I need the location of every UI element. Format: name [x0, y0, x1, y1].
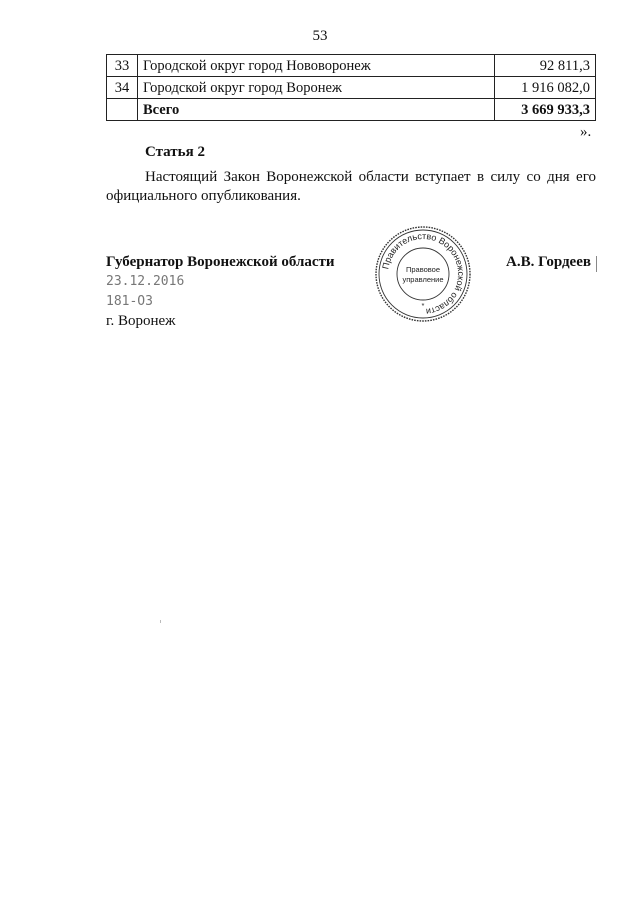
article-heading: Статья 2	[145, 144, 205, 160]
registration-date: 23.12.2016	[106, 274, 185, 289]
municipality-name: Городской округ город Нововоронеж	[138, 55, 495, 77]
row-number: 33	[107, 55, 138, 77]
page-number: 53	[312, 28, 328, 44]
governor-name: А.В. Гордеев	[506, 254, 591, 270]
governor-title: Губернатор Воронежской области	[106, 254, 335, 270]
article-text: Настоящий Закон Воронежской области вступает в силу со дня его официального опубликования.	[106, 169, 596, 204]
budget-table	[106, 54, 596, 121]
row-number	[107, 99, 138, 121]
official-seal	[373, 224, 473, 324]
seal-center-line2: управление	[402, 275, 444, 284]
seal-graphic	[373, 224, 473, 324]
registration-number: 181-ОЗ	[106, 294, 153, 309]
total-row	[107, 99, 596, 121]
seal-star-icon: *	[421, 301, 425, 310]
seal-center-line1: Правовое	[405, 265, 441, 274]
amount-value: 92 811,3	[495, 55, 596, 77]
total-amount: 3 669 933,3	[495, 99, 596, 121]
closing-quote: ».	[580, 124, 592, 140]
table-row	[107, 77, 596, 99]
seal-ring-text: Правительство Воронежской области	[380, 230, 467, 317]
row-number: 34	[107, 77, 138, 99]
table-row	[107, 55, 596, 77]
city-name: г. Воронеж	[106, 313, 176, 329]
total-label: Всего	[138, 99, 495, 121]
signature-mark	[596, 256, 597, 272]
municipality-name: Городской округ город Воронеж	[138, 77, 495, 99]
amount-value: 1 916 082,0	[495, 77, 596, 99]
scan-speck	[160, 620, 161, 623]
